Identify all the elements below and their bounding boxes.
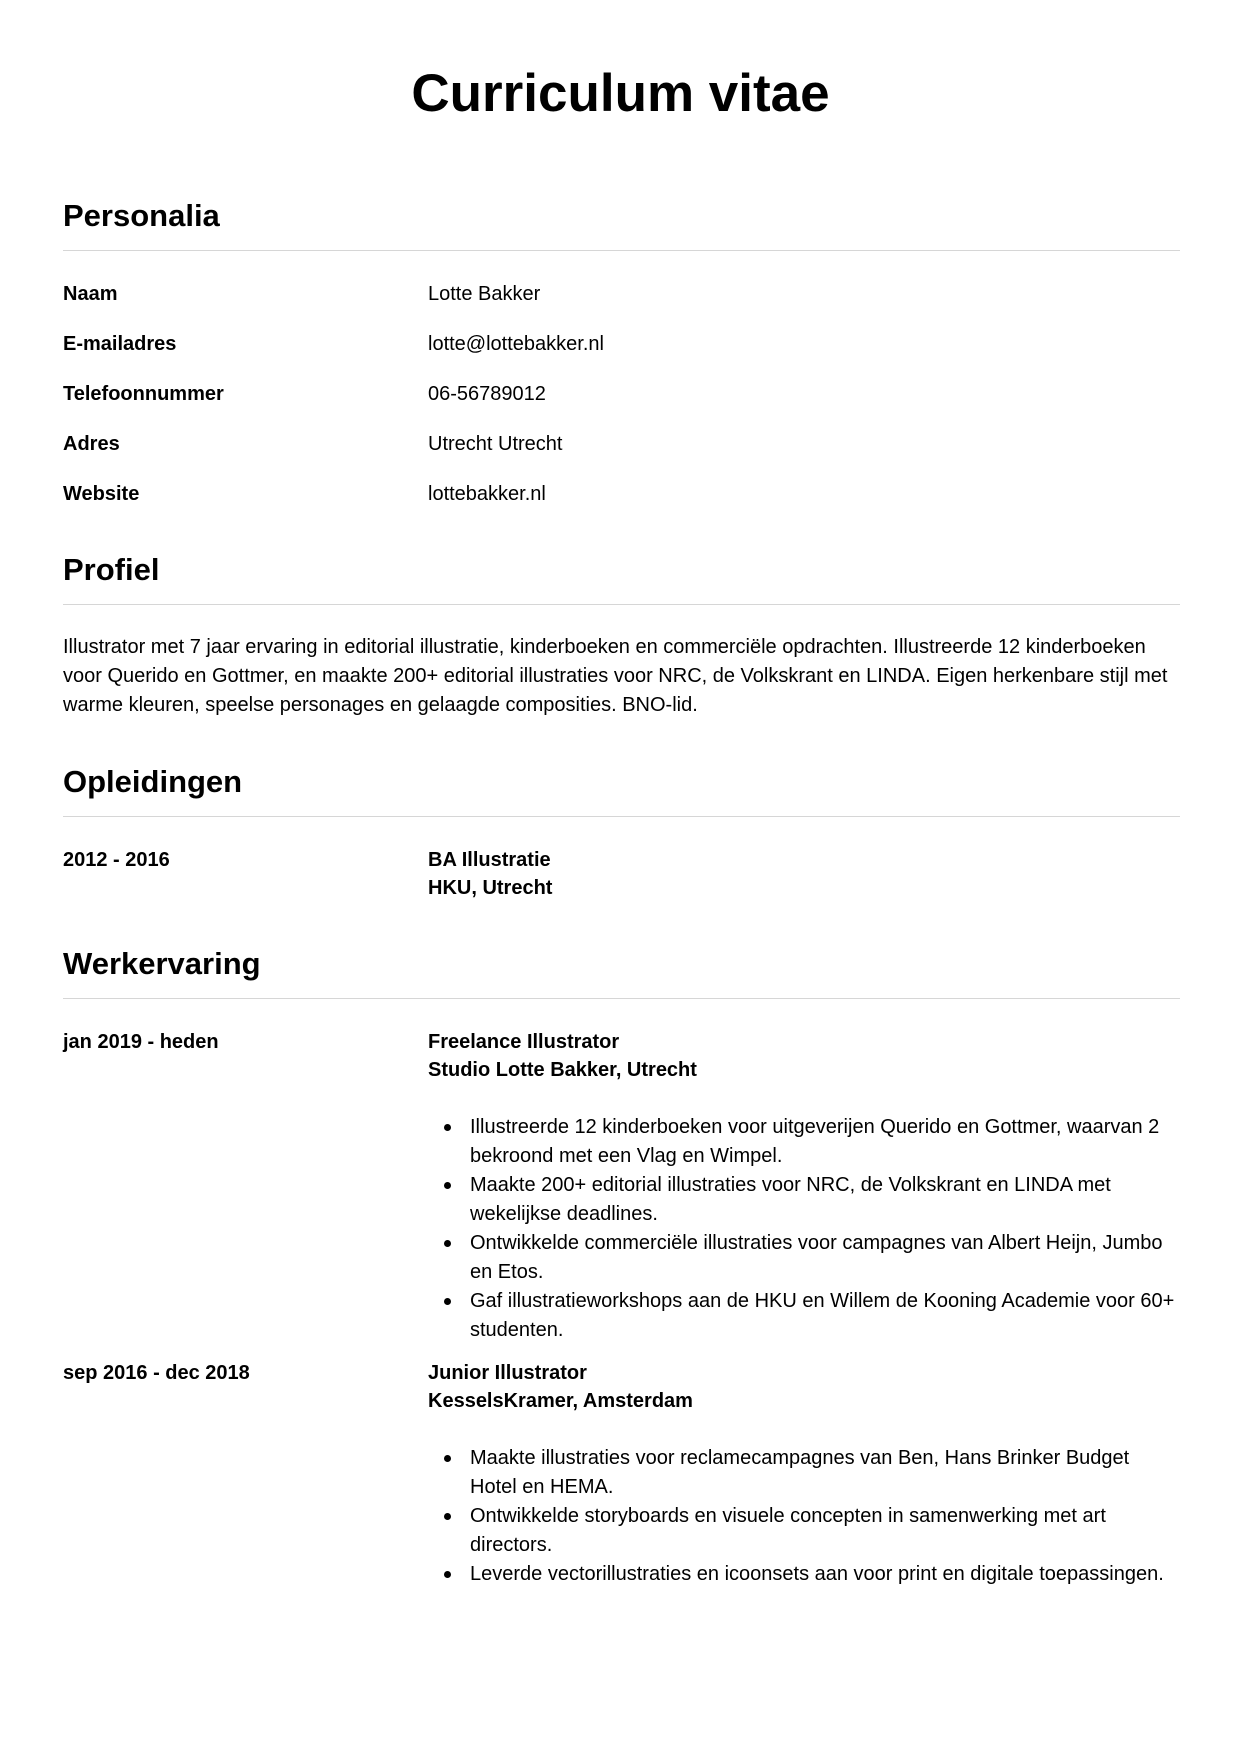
personalia-value-phone: 06-56789012 xyxy=(428,383,546,405)
werkervaring-heading: Werkervaring xyxy=(63,946,261,981)
personalia-header xyxy=(63,195,1180,251)
work-achievements-list xyxy=(428,1444,1180,1589)
document-title: Curriculum vitae xyxy=(411,64,830,123)
work-company: Studio Lotte Bakker, Utrecht xyxy=(428,1059,697,1081)
work-achievements-list xyxy=(428,1113,1180,1345)
personalia-label: E-mailadres xyxy=(63,333,177,355)
work-company: KesselsKramer, Amsterdam xyxy=(428,1390,693,1412)
work-period: jan 2019 - heden xyxy=(63,1031,219,1053)
personalia-label: Website xyxy=(63,483,140,505)
work-entry xyxy=(63,1359,1180,1589)
personalia-value-website: lottebakker.nl xyxy=(428,483,546,505)
profiel-header xyxy=(63,549,1180,605)
education-degree: BA Illustratie xyxy=(428,849,551,871)
personalia-row-address xyxy=(63,432,1180,482)
personalia-row-naam xyxy=(63,282,1180,332)
achievement-item: Illustreerde 12 kinderboeken voor uitgeverijen Querido en Gottmer, waarvan 2 bekroond met een Vlag en Wimpel. xyxy=(428,1113,1180,1171)
werkervaring-header xyxy=(63,943,1180,999)
achievement-item: Maakte illustraties voor reclamecampagnes van Ben, Hans Brinker Budget Hotel en HEMA. xyxy=(428,1444,1180,1502)
achievement-item: Ontwikkelde commerciële illustraties voor campagnes van Albert Heijn, Jumbo en Etos. xyxy=(428,1229,1180,1287)
profiel-heading: Profiel xyxy=(63,552,160,587)
work-details xyxy=(428,1028,1180,1345)
work-role: Junior Illustrator xyxy=(428,1362,587,1384)
personalia-list xyxy=(63,282,1180,532)
personalia-value-address: Utrecht Utrecht xyxy=(428,433,563,455)
personalia-value-name: Lotte Bakker xyxy=(428,283,541,305)
opleidingen-header xyxy=(63,761,1180,817)
personalia-label: Naam xyxy=(63,283,118,305)
work-details xyxy=(428,1359,1180,1589)
personalia-row-email xyxy=(63,332,1180,382)
work-entry xyxy=(63,1028,1180,1345)
personalia-row-website xyxy=(63,482,1180,532)
work-period: sep 2016 - dec 2018 xyxy=(63,1362,250,1384)
education-period: 2012 - 2016 xyxy=(63,849,170,871)
work-role: Freelance Illustrator xyxy=(428,1031,620,1053)
personalia-section xyxy=(63,195,1180,532)
opleidingen-section xyxy=(63,761,1180,902)
education-school: HKU, Utrecht xyxy=(428,877,553,899)
personalia-row-phone xyxy=(63,382,1180,432)
opleidingen-heading: Opleidingen xyxy=(63,764,243,799)
personalia-value-email: lotte@lottebakker.nl xyxy=(428,333,604,355)
personalia-label: Telefoonnummer xyxy=(63,383,224,405)
achievement-item: Maakte 200+ editorial illustraties voor NRC, de Volkskrant en LINDA met wekelijkse deadlines. xyxy=(428,1171,1180,1229)
education-details xyxy=(428,846,1180,902)
profile-summary: Illustrator met 7 jaar ervaring in editorial illustratie, kinderboeken en commerciële opdrachten. Illustreerde 12 kinderboeken voor Querido en Gottmer, en maakte 200+ editorial illustraties voor NRC, de Volkskrant en LINDA. Eigen herkenbare stijl met warme kleuren, speelse personages en gelaagde composities. BNO-lid. xyxy=(63,636,1168,716)
education-entry xyxy=(63,846,1180,902)
personalia-label: Adres xyxy=(63,433,120,455)
profiel-section xyxy=(63,549,1180,720)
personalia-heading: Personalia xyxy=(63,198,220,233)
achievement-item: Gaf illustratieworkshops aan de HKU en Willem de Kooning Academie voor 60+ studenten. xyxy=(428,1287,1180,1345)
achievement-item: Ontwikkelde storyboards en visuele concepten in samenwerking met art directors. xyxy=(428,1502,1180,1560)
werkervaring-section xyxy=(63,943,1180,1589)
achievement-item: Leverde vectorillustraties en icoonsets aan voor print en digitale toepassingen. xyxy=(428,1560,1180,1589)
